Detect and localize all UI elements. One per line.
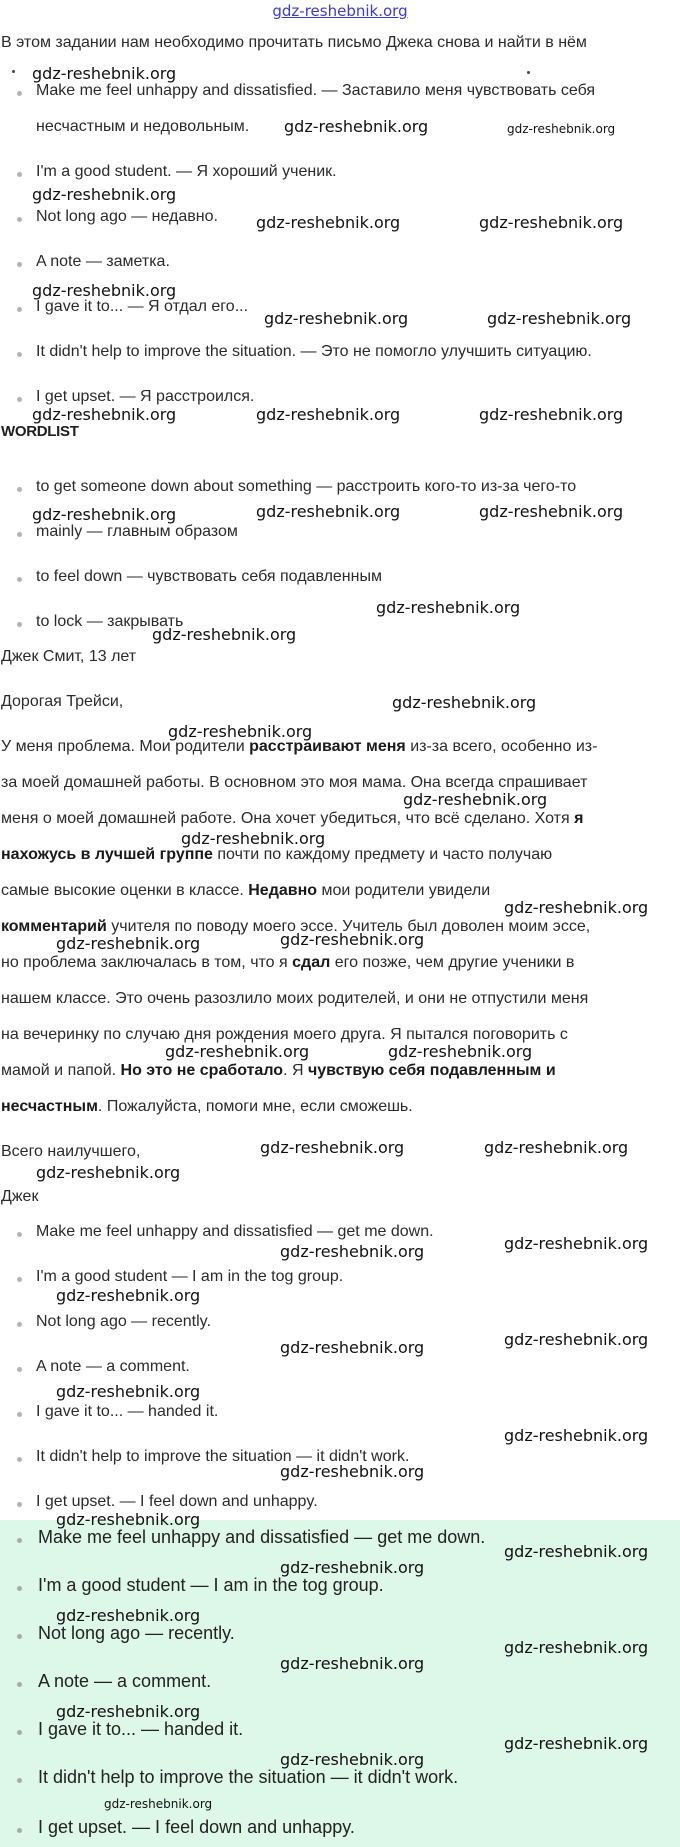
final-answer-item: A note — a comment.	[38, 1671, 212, 1691]
wordlist-title: WORDLIST	[1, 423, 79, 440]
letter-line: самые высокие оценки в классе. Недавно мои родители увидели	[1, 882, 491, 899]
watermark: gdz-reshebnik.org	[504, 1542, 649, 1561]
watermark: gdz-reshebnik.org	[56, 1382, 201, 1401]
letter-greeting: Дорогая Трейси,	[1, 693, 124, 710]
letter-line: комментарий учителя по поводу моего эссе. Учитель был доволен моим эссе,	[1, 918, 591, 935]
watermark: gdz-reshebnik.org	[32, 64, 177, 83]
watermark: gdz-reshebnik.org	[280, 1242, 425, 1261]
watermark: gdz-reshebnik.org	[32, 505, 177, 524]
phrase-item-continuation: несчастным и недовольным.	[36, 118, 250, 135]
wordlist-item: mainly — главным образом	[36, 523, 238, 540]
letter-line: за моей домашней работы. В основном это моя мама. Она всегда спрашивает	[1, 774, 588, 791]
phrase-item: Not long ago — недавно.	[36, 208, 218, 225]
watermark: gdz-reshebnik.org	[479, 213, 624, 232]
header-link[interactable]: gdz-reshebnik.org	[272, 2, 408, 20]
watermark: gdz-reshebnik.org	[376, 598, 521, 617]
letter-line: нахожусь в лучшей группе почти по каждому предмету и часто получаю	[1, 846, 553, 863]
final-answer-item: I get upset. — I feel down and unhappy.	[38, 1817, 355, 1837]
watermark: gdz-reshebnik.org	[280, 1558, 425, 1577]
letter-line: У меня проблема. Мои родители расстраивают меня из-за всего, особенно из-	[1, 738, 598, 755]
watermark: gdz-reshebnik.org	[479, 502, 624, 521]
watermark: gdz-reshebnik.org	[280, 930, 425, 949]
answer-item: It didn't help to improve the situation — it didn't work.	[36, 1448, 410, 1465]
watermark: gdz-reshebnik.org	[280, 1462, 425, 1481]
watermark: gdz-reshebnik.org	[32, 185, 177, 204]
letter-line: меня о моей домашней работе. Она хочет убедиться, что всё сделано. Хотя я	[1, 810, 584, 827]
watermark: gdz-reshebnik.org	[403, 790, 548, 809]
phrase-item: I gave it to... — Я отдал его...	[36, 298, 249, 315]
watermark: gdz-reshebnik.org	[56, 934, 201, 953]
watermark: gdz-reshebnik.org	[479, 405, 624, 424]
watermark: gdz-reshebnik.org	[165, 1042, 310, 1061]
phrase-item: I'm a good student. — Я хороший ученик.	[36, 163, 337, 180]
watermark: gdz-reshebnik.org	[56, 1510, 201, 1529]
letter-line: несчастным. Пожалуйста, помоги мне, если сможешь.	[1, 1098, 413, 1115]
letter-line: нашем классе. Это очень разозлило моих родителей, и они не отпустили меня	[1, 990, 589, 1007]
watermark: gdz-reshebnik.org	[388, 1042, 533, 1061]
final-answer-item: I'm a good student — I am in the tog group.	[38, 1575, 384, 1595]
stray-dot	[12, 70, 15, 73]
watermark: gdz-reshebnik.org	[36, 1163, 181, 1182]
watermark: gdz-reshebnik.org	[507, 122, 616, 136]
phrase-item: I get upset. — Я расстроился.	[36, 388, 255, 405]
watermark: gdz-reshebnik.org	[260, 1138, 405, 1157]
phrase-item: It didn't help to improve the situation. — Это не помогло улучшить ситуацию.	[36, 343, 592, 360]
final-answer-item: I gave it to... — handed it.	[38, 1719, 244, 1739]
answer-item: I get upset. — I feel down and unhappy.	[36, 1493, 318, 1510]
watermark: gdz-reshebnik.org	[256, 502, 401, 521]
letter-closing: Всего наилучшего,	[1, 1143, 141, 1160]
watermark: gdz-reshebnik.org	[280, 1654, 425, 1673]
letter-author: Джек Смит, 13 лет	[1, 648, 137, 665]
answer-item: Not long ago — recently.	[36, 1313, 211, 1330]
watermark: gdz-reshebnik.org	[32, 281, 177, 300]
wordlist-item: to feel down — чувствовать себя подавленным	[36, 568, 382, 585]
answer-item: Make me feel unhappy and dissatisfied — get me down.	[36, 1223, 434, 1240]
watermark: gdz-reshebnik.org	[264, 309, 409, 328]
watermark: gdz-reshebnik.org	[256, 405, 401, 424]
watermark: gdz-reshebnik.org	[181, 829, 326, 848]
watermark: gdz-reshebnik.org	[487, 309, 632, 328]
watermark: gdz-reshebnik.org	[280, 1750, 425, 1769]
watermark: gdz-reshebnik.org	[504, 1234, 649, 1253]
watermark: gdz-reshebnik.org	[104, 1797, 213, 1811]
final-answer-item: Make me feel unhappy and dissatisfied — get me down.	[38, 1527, 486, 1547]
intro-text: В этом задании нам необходимо прочитать письмо Джека снова и найти в нём	[1, 34, 587, 51]
watermark: gdz-reshebnik.org	[256, 213, 401, 232]
watermark: gdz-reshebnik.org	[56, 1286, 201, 1305]
watermark: gdz-reshebnik.org	[32, 405, 177, 424]
stray-dot	[527, 71, 530, 74]
watermark: gdz-reshebnik.org	[168, 722, 313, 741]
watermark: gdz-reshebnik.org	[284, 117, 429, 136]
wordlist-item: to get someone down about something — расстроить кого-то из-за чего-то	[36, 478, 577, 495]
watermark: gdz-reshebnik.org	[504, 898, 649, 917]
final-answer-item: Not long ago — recently.	[38, 1623, 235, 1643]
letter-line: на вечеринку по случаю дня рождения моего друга. Я пытался поговорить с	[1, 1026, 568, 1043]
phrase-item: Make me feel unhappy and dissatisfied. — Заставило меня чувствовать себя	[36, 82, 596, 99]
watermark: gdz-reshebnik.org	[504, 1330, 649, 1349]
wordlist-item: to lock — закрывать	[36, 613, 184, 630]
watermark: gdz-reshebnik.org	[484, 1138, 629, 1157]
answer-item: I gave it to... — handed it.	[36, 1403, 219, 1420]
watermark: gdz-reshebnik.org	[504, 1638, 649, 1657]
final-answer-item: It didn't help to improve the situation — it didn't work.	[38, 1767, 459, 1787]
watermark: gdz-reshebnik.org	[392, 693, 537, 712]
watermark: gdz-reshebnik.org	[280, 1338, 425, 1357]
watermark: gdz-reshebnik.org	[56, 1606, 201, 1625]
phrase-item: A note — заметка.	[36, 253, 170, 270]
watermark: gdz-reshebnik.org	[152, 625, 297, 644]
watermark: gdz-reshebnik.org	[504, 1426, 649, 1445]
watermark: gdz-reshebnik.org	[504, 1734, 649, 1753]
answer-item: A note — a comment.	[36, 1358, 190, 1375]
watermark: gdz-reshebnik.org	[56, 1702, 201, 1721]
letter-line: но проблема заключалась в том, что я сдал его позже, чем другие ученики в	[1, 954, 575, 971]
letter-name: Джек	[1, 1188, 39, 1205]
letter-line: мамой и папой. Но это не сработало. Я чувствую себя подавленным и	[1, 1062, 556, 1079]
answer-item: I'm a good student — I am in the tog group.	[36, 1268, 344, 1285]
